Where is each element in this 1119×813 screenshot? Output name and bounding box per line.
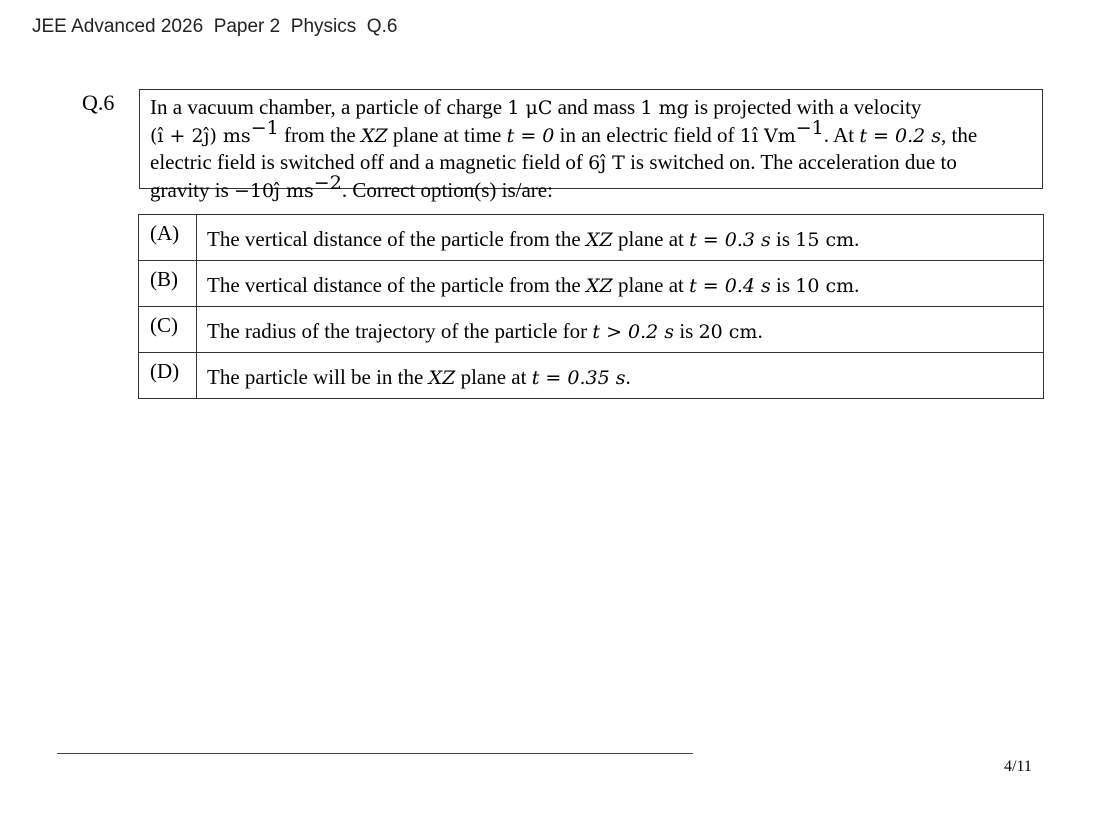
option-label: (B)	[139, 261, 197, 307]
stem-text: . Correct option(s) is/are:	[341, 177, 553, 202]
footer-divider	[57, 753, 693, 754]
gravity-exponent: −2	[313, 171, 342, 194]
mass-value: 1 mg	[640, 97, 689, 119]
time-zero: t = 0	[506, 124, 555, 147]
option-row-c[interactable]	[139, 307, 1044, 353]
electric-field-exponent: −1	[795, 116, 824, 139]
option-text: The particle will be in the XZ plane at t = 0.35 s.	[197, 353, 1044, 399]
option-text: The vertical distance of the particle from the XZ plane at t = 0.3 s is 15 cm.	[197, 215, 1044, 261]
option-text: The radius of the trajectory of the particle for t > 0.2 s is 20 cm.	[197, 307, 1044, 353]
option-row-a[interactable]	[139, 215, 1044, 261]
time-value: t > 0.2 s	[592, 321, 675, 343]
stem-text: and mass	[552, 95, 641, 119]
time-value: t = 0.3 s	[689, 229, 771, 251]
stem-text: In a vacuum chamber, a particle of charge	[150, 95, 508, 119]
velocity-exponent: −1	[250, 116, 279, 139]
velocity-expression: (î + 2ĵ) ms	[150, 124, 251, 147]
radius-value: 20 cm	[698, 321, 758, 343]
page-number: 4/11	[1004, 758, 1032, 775]
stem-line-3	[150, 149, 1032, 177]
plane-symbol: XZ	[360, 124, 388, 147]
stem-text: is switched on. The acceleration due to	[624, 150, 957, 174]
plane-symbol: XZ	[428, 367, 456, 389]
electric-field-value: 1î Vm	[739, 124, 796, 147]
option-text: The vertical distance of the particle from the XZ plane at t = 0.4 s is 10 cm.	[197, 261, 1044, 307]
option-label: (D)	[139, 353, 197, 399]
options-table	[138, 214, 1044, 399]
option-label: (C)	[139, 307, 197, 353]
stem-text: , the	[941, 122, 978, 147]
stem-text: plane at time	[387, 122, 507, 147]
plane-symbol: XZ	[586, 275, 613, 297]
question-stem	[139, 89, 1043, 202]
stem-line-4	[150, 171, 1032, 205]
switch-time: t = 0.2 s	[859, 124, 941, 147]
stem-line-2	[150, 116, 1032, 150]
plane-symbol: XZ	[586, 229, 613, 251]
stem-text: . At	[823, 122, 860, 147]
distance-value: 15 cm	[795, 229, 855, 251]
stem-text: from the	[278, 122, 361, 147]
time-value: t = 0.35 s	[531, 367, 626, 389]
distance-value: 10 cm	[795, 275, 855, 297]
magnetic-field-value: 6ĵ T	[588, 152, 625, 174]
question-number: Q.6	[82, 90, 115, 115]
stem-text: in an electric field of	[554, 122, 740, 147]
option-row-d[interactable]	[139, 353, 1044, 399]
time-value: t = 0.4 s	[689, 275, 771, 297]
stem-text: is projected with a velocity	[688, 95, 922, 119]
charge-value: 1 μC	[507, 97, 553, 119]
stem-line-1	[150, 94, 1032, 122]
stem-text: electric field is switched off and a magnetic field of	[150, 150, 589, 174]
option-row-b[interactable]	[139, 261, 1044, 307]
option-label: (A)	[139, 215, 197, 261]
gravity-value: −10ĵ ms	[234, 179, 314, 202]
stem-text: gravity is	[150, 177, 234, 202]
page-header: JEE Advanced 2026 Paper 2 Physics Q.6	[32, 16, 398, 37]
